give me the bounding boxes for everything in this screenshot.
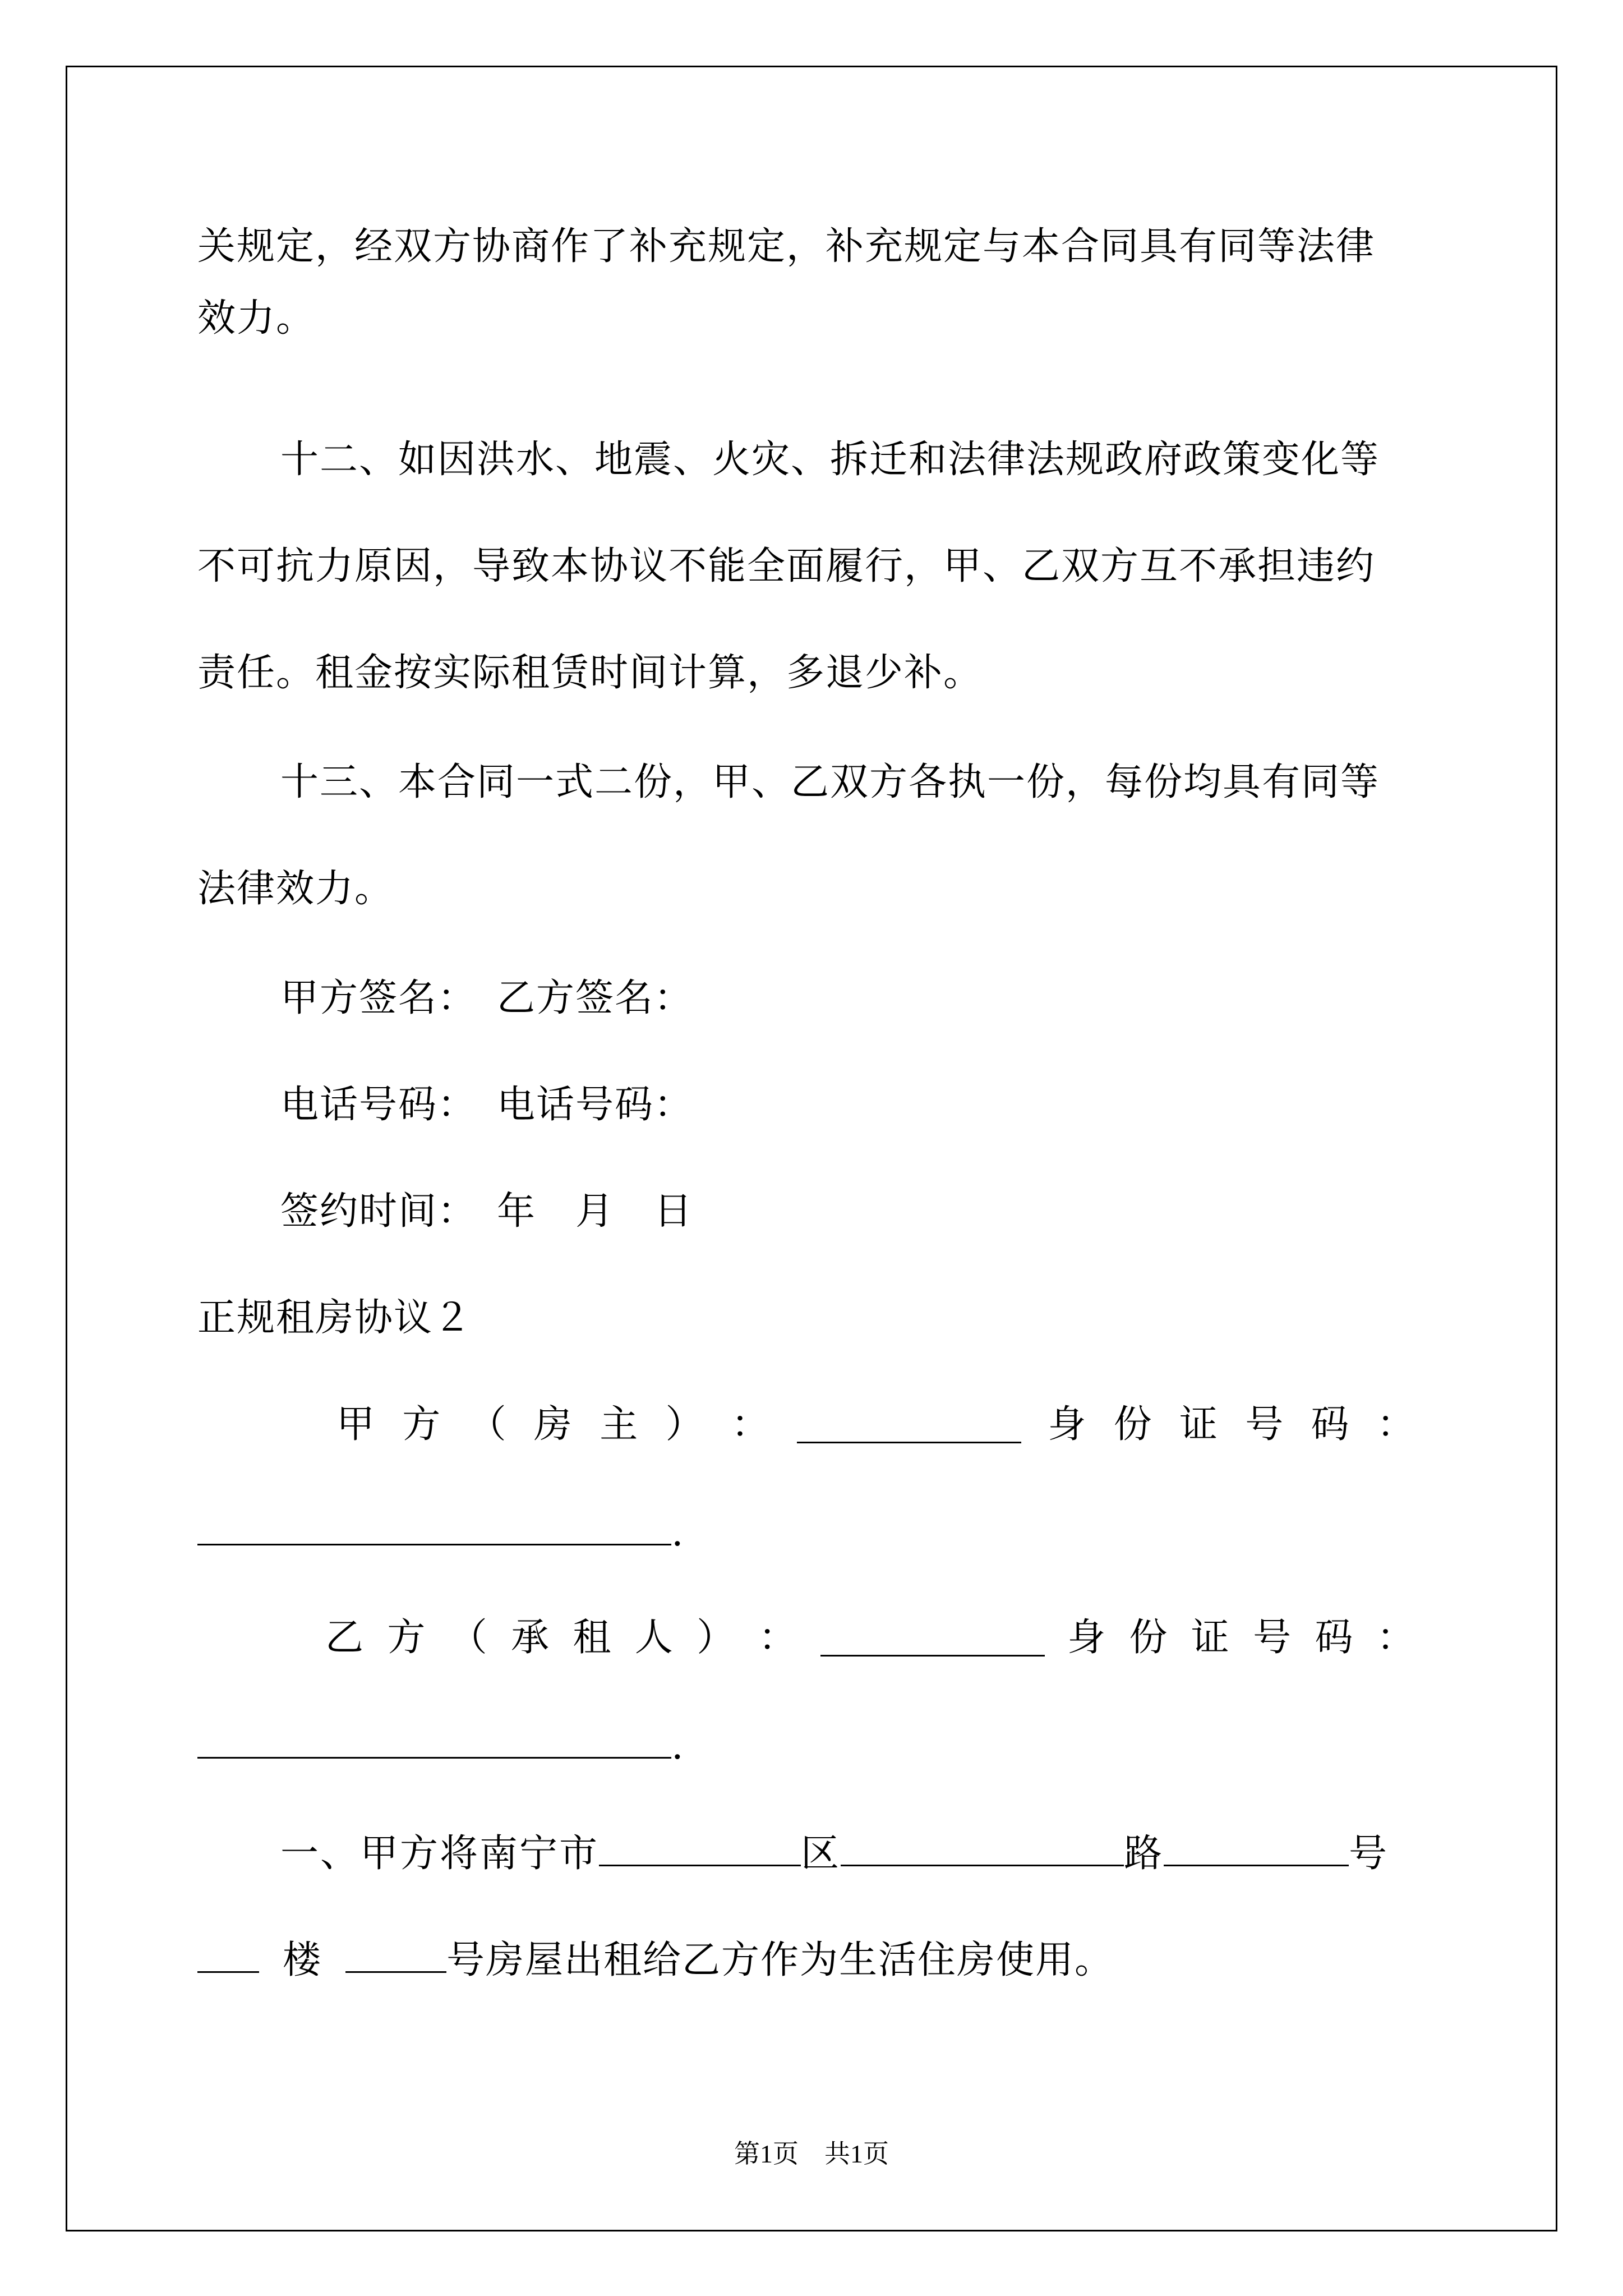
party-b-line bbox=[325, 1616, 1416, 1660]
id-label-char: 码 bbox=[1311, 1402, 1350, 1447]
party-b-char: 人 bbox=[634, 1616, 674, 1660]
party-a-id-line bbox=[197, 1509, 685, 1556]
party-b-char: 方 bbox=[387, 1616, 427, 1660]
text-line: 法律效力。 bbox=[197, 867, 394, 911]
party-a-name-blank[interactable] bbox=[797, 1407, 1021, 1443]
period: . bbox=[671, 1724, 685, 1768]
party-b-id-blank[interactable] bbox=[197, 1722, 671, 1759]
id-label-char: 号 bbox=[1253, 1616, 1293, 1660]
district-label: 区 bbox=[801, 1832, 841, 1876]
clause-1-cont-line bbox=[197, 1936, 1114, 1983]
road-label: 路 bbox=[1124, 1832, 1164, 1876]
id-label-char: ： bbox=[1376, 1616, 1416, 1660]
party-a-char: ） bbox=[665, 1402, 705, 1447]
signature-line: 甲方签名： 乙方签名： bbox=[280, 976, 694, 1020]
party-a-char: 方 bbox=[402, 1402, 442, 1447]
party-b-char: ） bbox=[697, 1616, 736, 1660]
party-a-char: （ bbox=[468, 1402, 508, 1447]
party-b-id-line bbox=[197, 1722, 685, 1769]
party-b-char: 承 bbox=[511, 1616, 551, 1660]
room-blank[interactable] bbox=[345, 1936, 446, 1973]
building-label: 楼 bbox=[283, 1938, 322, 1982]
id-label-char: 证 bbox=[1179, 1402, 1219, 1447]
id-label-char: ： bbox=[1376, 1402, 1416, 1447]
party-a-char: 房 bbox=[533, 1402, 573, 1447]
text-line: 效力。 bbox=[197, 296, 316, 341]
page-footer: 第1页 共1页 bbox=[734, 2139, 889, 2168]
party-a-id-blank[interactable] bbox=[197, 1509, 671, 1545]
section-title: 正规租房协议２ bbox=[197, 1296, 473, 1340]
clause-1-rest: 号房屋出租给乙方作为生活住房使用。 bbox=[446, 1938, 1114, 1982]
number-blank[interactable] bbox=[1164, 1830, 1349, 1866]
party-a-char: ： bbox=[731, 1402, 771, 1447]
clause-1-line bbox=[280, 1830, 1389, 1876]
id-label-char: 份 bbox=[1113, 1402, 1153, 1447]
party-b-name-blank[interactable] bbox=[820, 1620, 1045, 1657]
id-label-char: 身 bbox=[1048, 1402, 1087, 1447]
sign-date-line: 签约时间： 年 月 日 bbox=[280, 1189, 694, 1234]
text-line: 责任。租金按实际租赁时间计算，多退少补。 bbox=[197, 651, 983, 695]
building-blank[interactable] bbox=[197, 1936, 259, 1973]
id-label-char: 号 bbox=[1245, 1402, 1285, 1447]
id-label-char: 证 bbox=[1191, 1616, 1230, 1660]
period: . bbox=[671, 1511, 685, 1555]
page-border bbox=[66, 66, 1557, 2231]
text-line: 关规定，经双方协商作了补充规定，补充规定与本合同具有同等法律 bbox=[197, 224, 1376, 269]
party-a-char: 主 bbox=[600, 1402, 639, 1447]
party-b-char: 租 bbox=[573, 1616, 612, 1660]
id-label-char: 份 bbox=[1129, 1616, 1169, 1660]
party-b-char: 乙 bbox=[325, 1616, 365, 1660]
text-line: 不可抗力原因，导致本协议不能全面履行，甲、乙双方互不承担违约 bbox=[197, 544, 1376, 588]
party-a-line bbox=[336, 1402, 1416, 1447]
phone-line: 电话号码： 电话号码： bbox=[280, 1083, 694, 1127]
number-label: 号 bbox=[1349, 1832, 1389, 1876]
district-blank[interactable] bbox=[599, 1830, 801, 1866]
party-b-char: ： bbox=[758, 1616, 798, 1660]
id-label-char: 码 bbox=[1315, 1616, 1354, 1660]
clause-13-line: 十三、本合同一式二份，甲、乙双方各执一份，每份均具有同等 bbox=[280, 760, 1380, 804]
road-blank[interactable] bbox=[841, 1830, 1124, 1866]
id-label-char: 身 bbox=[1067, 1616, 1107, 1660]
clause-12-line: 十二、如因洪水、地震、火灾、拆迁和法律法规政府政策变化等 bbox=[280, 438, 1380, 482]
party-b-char: （ bbox=[449, 1616, 488, 1660]
party-a-char: 甲 bbox=[336, 1402, 376, 1447]
clause-1-prefix: 一、甲方将南宁市 bbox=[280, 1832, 600, 1876]
